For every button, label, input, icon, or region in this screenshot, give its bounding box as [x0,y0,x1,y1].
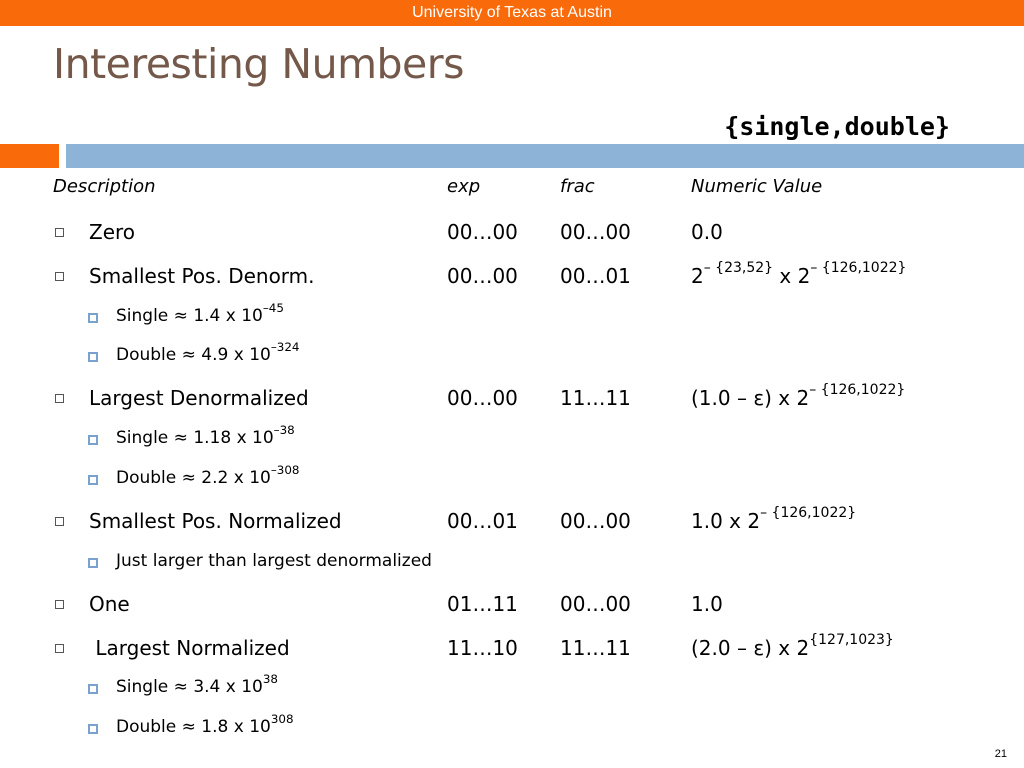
row-numeric-value: 0.0 [691,220,723,244]
row-description: Just larger than largest denormalized [116,551,432,571]
row-description: Single ≈ 3.4 x $10^{38}$ [116,672,278,697]
header-exp: exp [447,176,481,197]
square-bullet-icon [88,724,98,734]
page-number: 21 [994,748,1007,760]
square-bullet-icon [55,644,64,653]
row-frac: 00…00 [560,509,631,533]
row-description: Single ≈ 1.18 x $10^{-38}$ [116,423,295,448]
row-numeric-value: 1.0 x $2^{- \{126,1022\}}$ [691,505,857,533]
row-description: Largest Normalized [89,636,290,660]
row-description: Double ≈ 1.8 x $10^{308}$ [116,712,294,737]
row-description: Largest Denormalized [89,386,309,410]
header-numeric-value: Numeric Value [691,176,823,197]
square-bullet-icon [55,517,64,526]
square-bullet-icon [88,684,98,694]
row-description: Double ≈ 2.2 x $10^{-308}$ [116,463,300,488]
row-frac: 00…01 [560,264,631,288]
row-exp: 01…11 [447,592,518,616]
slide-subtitle: {single,double} [724,112,950,141]
square-bullet-icon [88,352,98,362]
row-description: Smallest Pos. Denorm. [89,264,315,288]
row-numeric-value: (2.0 – ε) x $2^{\{127,1023\}}$ [691,632,894,660]
row-description: Smallest Pos. Normalized [89,509,342,533]
square-bullet-icon [88,313,98,323]
row-description: Zero [89,220,136,244]
square-bullet-icon [55,272,64,281]
square-bullet-icon [88,475,98,485]
row-numeric-value: (1.0 – ε) x $2^{- \{126,1022\}}$ [691,382,906,410]
row-frac: 11…11 [560,636,631,660]
row-description: Single ≈ 1.4 x $10^{-45}$ [116,301,284,326]
square-bullet-icon [55,394,64,403]
slide-title: Interesting Numbers [53,40,464,88]
header-description: Description [53,176,156,197]
header-frac: frac [560,176,595,197]
row-exp: 11…10 [447,636,518,660]
row-frac: 11…11 [560,386,631,410]
square-bullet-icon [55,228,64,237]
row-exp: 00…00 [447,220,518,244]
row-exp: 00…01 [447,509,518,533]
row-frac: 00…00 [560,592,631,616]
institution-banner: University of Texas at Austin [0,0,1024,26]
row-numeric-value: 1.0 [691,592,723,616]
row-exp: 00…00 [447,264,518,288]
row-description: Double ≈ 4.9 x $10^{-324}$ [116,340,300,365]
row-description: One [89,592,130,616]
square-bullet-icon [88,435,98,445]
square-bullet-icon [88,558,98,568]
row-exp: 00…00 [447,386,518,410]
row-frac: 00…00 [560,220,631,244]
row-numeric-value: $2^{- \{23,52\}}$ x $2^{- \{126,1022\}}$ [691,260,907,288]
square-bullet-icon [55,600,64,609]
